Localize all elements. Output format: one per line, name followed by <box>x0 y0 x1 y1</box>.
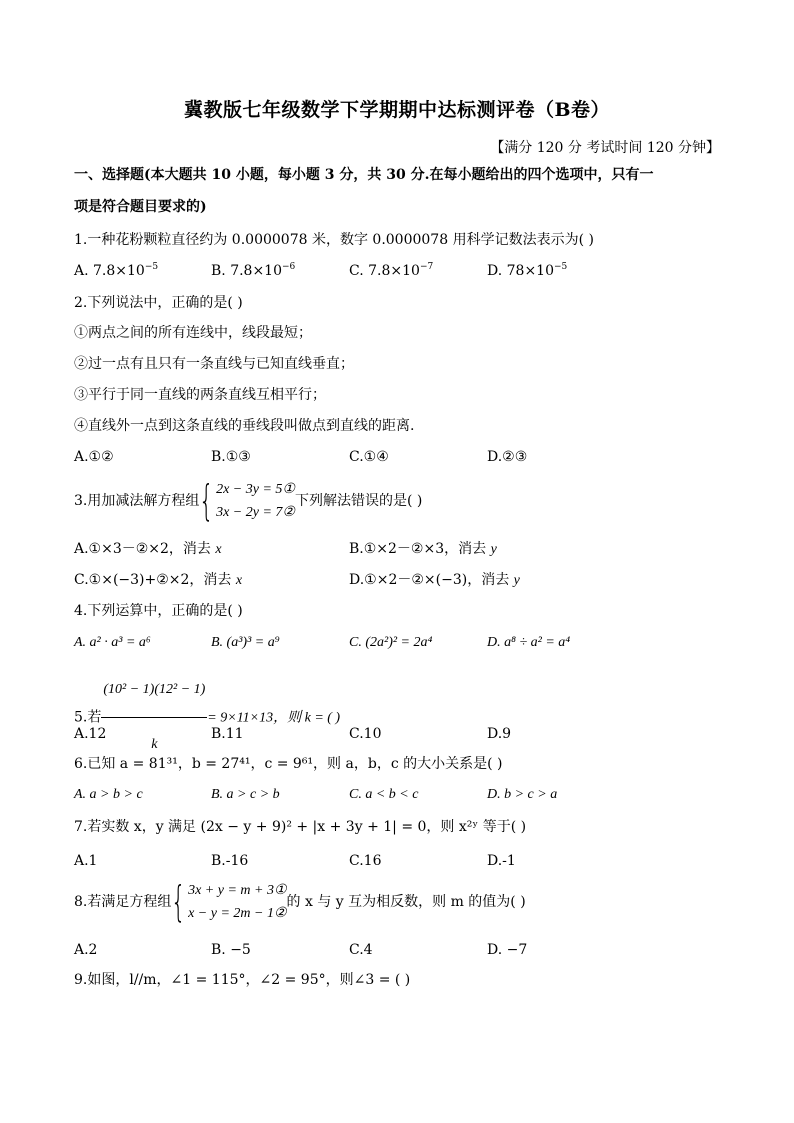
q8-equation-2: x − y = 2m − 1② <box>188 906 287 921</box>
section-heading-line1: 一、选择题(本大题共 10 小题，每小题 3 分，共 30 分.在每小题给出的四个选项中，只有一 <box>74 167 654 183</box>
q3-option-b: B.①×2－②×3，消去 y <box>349 541 497 557</box>
q6-option-c: C. a < b < c <box>349 787 419 802</box>
q1-option-b: B. $7.8\times 10^{-6}$ <box>211 262 296 279</box>
q4-option-b: B. (a³)³ = a⁹ <box>211 635 280 650</box>
q2-option-d: D.②③ <box>487 449 528 465</box>
q5-numerator: (10² − 1)(12² − 1) <box>101 666 207 718</box>
q1-option-a: A. $7.8\times 10^{-5}$ <box>74 262 159 279</box>
section-heading-line2: 项是符合题目要求的) <box>74 199 207 215</box>
q4-option-a: A. a² · a³ = a⁶ <box>74 635 151 650</box>
q9-stem: 9.如图，l//m，∠1 = 115°，∠2 = 95°，则∠3 = ( ) <box>74 972 411 988</box>
q7-option-c: C.16 <box>349 853 382 869</box>
q2-statement-1: ①两点之间的所有连线中，线段最短； <box>74 325 312 341</box>
q8-equation-system: { 3x + y = m + 3① x − y = 2m − 1② <box>171 877 287 926</box>
q6-option-d: D. b > c > a <box>487 787 558 802</box>
q2-statement-4: ④直线外一点到这条直线的垂线段叫做点到直线的距离. <box>74 418 415 434</box>
q3-stem: 3.用加减法解方程组 { 2x − 3y = 5① 3x − 2y = 7② 下列解法错误的是( ) <box>74 476 423 525</box>
q5-fraction <box>101 666 207 769</box>
q2-option-a: A.①② <box>74 449 114 465</box>
q2-statement-3: ③平行于同一直线的两条直线互相平行； <box>74 387 326 403</box>
q8-stem: 8.若满足方程组 { 3x + y = m + 3① x − y = 2m − 1② 的 x 与 y 互为相反数，则 m 的值为( ) <box>74 877 526 926</box>
q3-option-c: C.①×(−3)+②×2，消去 x <box>74 572 243 588</box>
q2-option-c: C.①④ <box>349 449 389 465</box>
q6-option-b: B. a > c > b <box>211 787 280 802</box>
q3-option-d: D.①×2－②×(−3)，消去 y <box>349 572 520 588</box>
q3-equation-system: { 2x − 3y = 5① 3x − 2y = 7② <box>199 476 295 525</box>
q7-option-b: B.-16 <box>211 853 249 869</box>
exam-info: 【满分 120 分 考试时间 120 分钟】 <box>490 140 720 156</box>
q5-stem: 5.若 $\frac{\text{(10² − 1)(12² − 1)}}{k}$ = 9×11×13，则 k = ( ) <box>74 666 340 769</box>
q2-stem: 2.下列说法中，正确的是( ) <box>74 295 243 311</box>
q7-option-a: A.1 <box>74 853 98 869</box>
q8-option-a: A.2 <box>74 942 98 958</box>
q3-equation-1: 2x − 3y = 5① <box>216 482 295 497</box>
q7-option-d: D.-1 <box>487 853 516 869</box>
q4-option-d: D. a⁸ ÷ a² = a⁴ <box>487 635 571 650</box>
page-title: 冀教版七年级数学下学期期中达标测评卷（B卷） <box>183 99 611 121</box>
q5-option-d: D.9 <box>487 726 512 742</box>
q3-option-a: A.①×3－②×2，消去 x <box>74 541 222 557</box>
q4-stem: 4.下列运算中，正确的是( ) <box>74 603 243 619</box>
q1-option-d: D. $78\times 10^{-5}$ <box>487 262 568 279</box>
q8-option-c: C.4 <box>349 942 373 958</box>
q8-option-b: B. −5 <box>211 942 251 958</box>
q5-option-a: A.12 <box>74 726 107 742</box>
q5-option-c: C.10 <box>349 726 382 742</box>
q2-statement-2: ②过一点有且只有一条直线与已知直线垂直； <box>74 356 354 372</box>
q6-stem: 6.已知 a = 81³¹，b = 27⁴¹，c = 9⁶¹，则 a，b，c 的大小关系是( ) <box>74 756 503 772</box>
q8-option-d: D. −7 <box>487 942 528 958</box>
q5-option-b: B.11 <box>211 726 244 742</box>
q5-denominator: k <box>151 737 158 752</box>
q4-option-c: C. (2a²)² = 2a⁴ <box>349 635 433 650</box>
q1-option-c: C. $7.8\times 10^{-7}$ <box>349 262 434 279</box>
q8-equation-1: 3x + y = m + 3① <box>188 883 287 898</box>
q7-stem: 7.若实数 x，y 满足 (2x − y + 9)² + |x + 3y + 1| = 0，则 x²ʸ 等于( ) <box>74 819 527 835</box>
q2-option-b: B.①③ <box>211 449 251 465</box>
q3-equation-2: 3x − 2y = 7② <box>216 505 295 520</box>
q6-option-a: A. a > b > c <box>74 787 143 802</box>
q1-stem: 1.一种花粉颗粒直径约为 0.0000078 米，数字 0.0000078 用科学记数法表示为( ) <box>74 232 594 248</box>
